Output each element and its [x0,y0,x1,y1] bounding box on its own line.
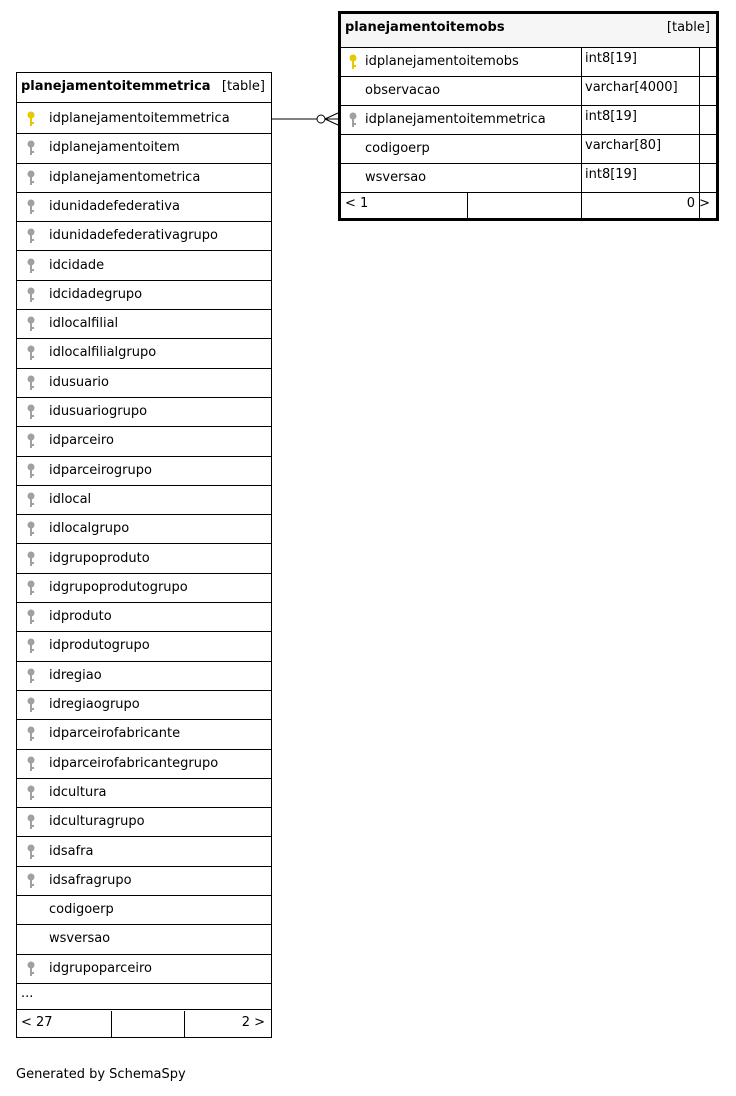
column-name: idgrupoproduto [49,550,150,566]
column-row[interactable] [17,720,271,749]
column-name: idsafra [49,843,94,859]
column-type: int8[19] [585,109,637,124]
column-type-cell [581,77,716,105]
column-name: wsversao [49,931,111,947]
foreign-key-icon [27,814,35,830]
foreign-key-icon [27,668,35,684]
column-row[interactable] [17,955,271,984]
more-columns [17,984,271,1010]
column-name: idproduto [49,609,112,625]
column-row[interactable] [17,134,271,163]
column-name: idcultura [49,784,107,800]
column-row[interactable] [17,808,271,837]
foreign-key-icon [27,873,35,889]
table-kind: [table] [666,20,710,35]
column-name: idunidadefederativagrupo [49,228,218,244]
foreign-key-icon [27,609,35,625]
column-name: idusuario [49,374,109,390]
column-row[interactable] [17,779,271,808]
zero-cardinality-circle [317,115,325,123]
column-name: idunidadefederativa [49,198,180,214]
footer-divider [581,192,582,218]
foreign-key-icon [27,580,35,596]
column-name: idlocal [49,491,92,507]
column-row[interactable] [17,310,271,339]
column-type: varchar[80] [585,138,662,153]
column-row[interactable] [341,48,716,77]
table-header[interactable] [341,14,716,48]
column-row[interactable] [341,164,716,193]
column-row[interactable] [17,222,271,251]
children-count[interactable]: 2 > [241,1015,265,1030]
column-row[interactable] [17,457,271,486]
column-name: idgrupoprodutogrupo [49,579,188,595]
foreign-key-icon [27,844,35,860]
foreign-key-icon [27,433,35,449]
foreign-key-icon [27,287,35,303]
column-name: idcidadegrupo [49,286,143,302]
column-type-cell [581,106,716,134]
foreign-key-icon [27,170,35,186]
column-row[interactable] [17,369,271,398]
table-planejamentoitemobs[interactable] [338,11,719,221]
table-header[interactable] [17,73,271,103]
column-row[interactable] [17,193,271,222]
generated-by-label: Generated by SchemaSpy [16,1067,186,1082]
column-row[interactable] [341,106,716,135]
column-row[interactable] [17,105,271,134]
column-name: idplanejamentoitemmetrica [365,112,546,127]
column-row[interactable] [17,427,271,456]
column-row[interactable] [17,398,271,427]
column-name: idlocalgrupo [49,521,130,537]
footer-divider [184,1011,185,1037]
column-name: observacao [365,83,441,98]
table-footer [341,192,716,218]
parents-count[interactable]: < 27 [21,1015,53,1030]
column-row[interactable] [17,896,271,925]
primary-key-icon [27,111,35,127]
column-name: idparceirogrupo [49,462,152,478]
foreign-key-icon [27,785,35,801]
foreign-key-icon [27,316,35,332]
column-row[interactable] [17,545,271,574]
column-type-cell [581,164,716,192]
column-name: idgrupoparceiro [49,960,152,976]
foreign-key-icon [27,551,35,567]
column-name: idculturagrupo [49,814,145,830]
column-name: idplanejamentometrica [49,169,201,185]
table-footer [17,1011,271,1037]
column-name: idplanejamentoitem [49,140,180,156]
foreign-key-icon [27,375,35,391]
table-kind: [table] [221,79,265,94]
column-row[interactable] [17,691,271,720]
column-name: idregiaogrupo [49,697,140,712]
column-row[interactable] [17,750,271,779]
parents-count[interactable]: < 1 [345,196,369,211]
foreign-key-icon [349,112,357,128]
column-row[interactable] [17,867,271,896]
column-row[interactable] [17,662,271,691]
more-columns-label: ... [21,986,34,1001]
column-name: idplanejamentoitemobs [365,54,519,69]
table-name[interactable]: planejamentoitemobs [345,20,505,35]
foreign-key-icon [27,199,35,215]
column-name: idregiao [49,667,102,683]
column-row[interactable] [17,252,271,281]
foreign-key-icon [27,961,35,977]
column-name: codigoerp [49,902,114,918]
column-name: idparceirofabricantegrupo [49,755,219,771]
column-type: int8[19] [585,167,637,182]
column-name: idcidade [49,257,105,273]
foreign-key-icon [27,404,35,420]
footer-divider [111,1011,112,1037]
foreign-key-icon [27,258,35,274]
column-name: idprodutogrupo [49,638,150,654]
column-row[interactable] [17,339,271,368]
foreign-key-icon [27,521,35,537]
column-name: idsafragrupo [49,872,132,888]
column-name: idlocalfilial [49,316,119,332]
foreign-key-icon [27,638,35,654]
table-planejamentoitemmetrica[interactable] [16,72,272,1038]
primary-key-icon [349,54,357,70]
column-row[interactable] [17,164,271,193]
foreign-key-icon [27,228,35,244]
column-name: idparceiro [49,433,114,449]
foreign-key-icon [27,463,35,479]
foreign-key-icon [27,697,35,713]
column-name: idlocalfilialgrupo [49,345,157,361]
column-name: codigoerp [365,141,430,156]
crow-foot-line-bottom [325,119,338,125]
column-row[interactable] [17,574,271,603]
column-row[interactable] [17,281,271,310]
foreign-key-icon [27,492,35,508]
foreign-key-icon [27,756,35,772]
column-type-cell [581,135,716,163]
column-type: varchar[4000] [585,80,678,95]
foreign-key-icon [27,140,35,156]
footer-divider [467,192,468,218]
foreign-key-icon [27,345,35,361]
column-row[interactable] [17,515,271,544]
column-name: idparceirofabricante [49,726,181,742]
column-row[interactable] [17,603,271,632]
column-type: int8[19] [585,51,637,66]
column-row[interactable] [17,925,271,954]
column-row[interactable] [17,838,271,867]
children-count[interactable]: 0 > [686,196,710,211]
column-name: idplanejamentoitemmetrica [49,111,230,126]
crow-foot-line-top [325,113,338,119]
column-name: idusuariogrupo [49,404,148,419]
column-row[interactable] [17,632,271,661]
table-name[interactable]: planejamentoitemmetrica [21,79,211,94]
column-type-cell [581,48,716,76]
column-row[interactable] [341,77,716,106]
foreign-key-icon [27,726,35,742]
column-row[interactable] [341,135,716,164]
column-row[interactable] [17,486,271,515]
column-name: wsversao [365,170,427,185]
